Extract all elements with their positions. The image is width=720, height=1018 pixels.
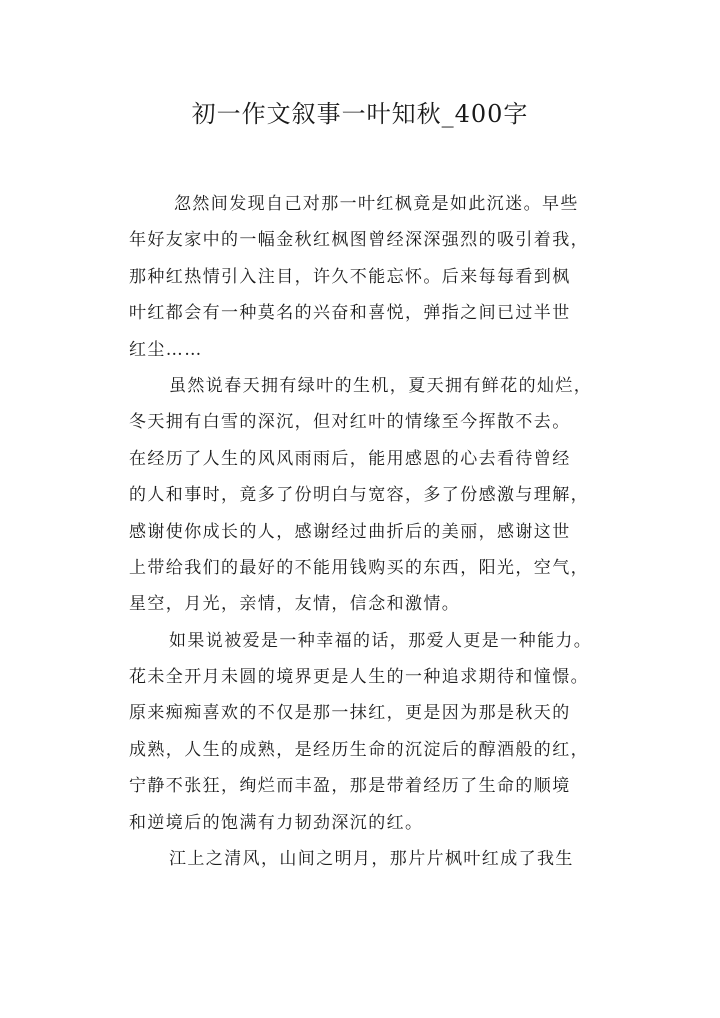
body-line: 红尘…… bbox=[129, 339, 203, 360]
body-line: 虽然说春天拥有绿叶的生机，夏天拥有鲜花的灿烂， bbox=[169, 375, 593, 396]
body-line: 冬天拥有白雪的深沉，但对红叶的情缘至今挥散不去。 bbox=[129, 412, 571, 433]
body-line: 原来痴痴喜欢的不仅是那一抹红，更是因为那是秋天的 bbox=[129, 703, 571, 724]
body-line: 星空，月光，亲情，友情，信念和激情。 bbox=[129, 594, 461, 615]
body-line: 成熟，人生的成熟，是经历生命的沉淀后的醇酒般的红， bbox=[129, 739, 589, 760]
body-line: 江上之清风，山间之明月，那片片枫叶红成了我生 bbox=[169, 849, 574, 870]
body-line: 如果说被爱是一种幸福的话，那爱人更是一种能力。 bbox=[169, 630, 593, 651]
body-line: 上带给我们的最好的不能用钱购买的东西，阳光，空气， bbox=[129, 557, 589, 578]
body-line: 花未全开月未圆的境界更是人生的一种追求期待和憧憬。 bbox=[129, 667, 589, 688]
body-line: 的人和事时，竟多了份明白与宽容，多了份感激与理解， bbox=[129, 485, 589, 506]
body-line: 年好友家中的一幅金秋红枫图曾经深深强烈的吸引着我， bbox=[129, 230, 589, 251]
body-line: 感谢使你成长的人，感谢经过曲折后的美丽，感谢这世 bbox=[129, 521, 571, 542]
body-line: 忽然间发现自己对那一叶红枫竟是如此沉迷。早些 bbox=[174, 194, 579, 214]
body-line: 那种红热情引入注目，许久不能忘怀。后来每每看到枫 bbox=[129, 266, 571, 287]
body-line: 和逆境后的饱满有力韧劲深沉的红。 bbox=[129, 812, 424, 833]
body-line: 叶红都会有一种莫名的兴奋和喜悦，弹指之间已过半世 bbox=[129, 303, 571, 324]
body-line: 宁静不张狂，绚烂而丰盈，那是带着经历了生命的顺境 bbox=[129, 776, 571, 797]
document-title: 初一作文叙事一叶知秋_400字 bbox=[191, 100, 529, 128]
document-body bbox=[129, 186, 605, 877]
body-line: 在经历了人生的风风雨雨后，能用感恩的心去看待曾经 bbox=[129, 448, 571, 469]
